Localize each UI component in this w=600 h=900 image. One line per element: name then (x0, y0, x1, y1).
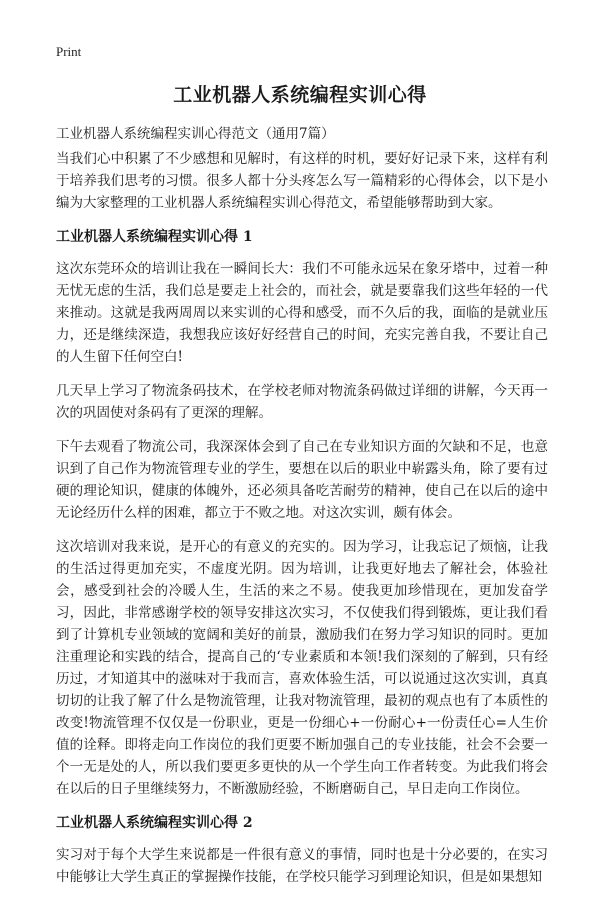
document-body (56, 148, 548, 900)
section-1-paragraph-3: 下午去观看了物流公司，我深深体会到了自己在专业知识方面的欠缺和不足，也意识到了自己作为物流管理专业的学生，要想在以后的职业中崭露头角，除了要有过硬的理论知识，健康的体魄外，还必须具备吃苦耐劳的精神，使自己在以后的途中无论经历什么样的困难，都立于不败之地。对这次实训，颇有体会。 (56, 439, 548, 521)
intro-paragraph: 当我们心中积累了不少感想和见解时，有这样的时机，要好好记录下来，这样有利于培养我们思考的习惯。很多人都十分头疼怎么写一篇精彩的心得体会，以下是小编为大家整理的工业机器人系统编程实训心得范文，希望能够帮助到大家。 (56, 151, 548, 211)
page-title: 工业机器人系统编程实训心得 (173, 84, 427, 106)
section-2-paragraph-1: 实习对于每个大学生来说都是一件很有意义的事情，同时也是十分必要的，在实习中能够让大学生真正的掌握操作技能，在学校只能学习到理论知识，但是如果想知 (56, 847, 548, 885)
section-1-paragraph-2: 几天早上学习了物流条码技术，在学校老师对物流条码做过详细的讲解，今天再一次的巩固使对条码有了更深的理解。 (56, 383, 548, 421)
document-subtitle: 工业机器人系统编程实训心得范文（通用7篇） (56, 126, 335, 142)
section-heading-2: 工业机器人系统编程实训心得 2 (56, 815, 253, 831)
section-heading-1: 工业机器人系统编程实训心得 1 (56, 229, 253, 245)
section-1-paragraph-1: 这次东莞环众的培训让我在一瞬间长大：我们不可能永远呆在象牙塔中，过着一种无忧无虑的生活，我们总是要走上社会的，而社会，就是要靠我们这些年轻的一代来推动。这就是我两周周以来实训的心得和感受，而不久后的我，面临的是就业压力，还是继续深造，我想我应该好好经营自己的时间，充实完善自我，不要让自己的人生留下任何空白! (56, 261, 548, 365)
section-1-paragraph-4: 这次培训对我来说，是开心的有意义的充实的。因为学习，让我忘记了烦恼，让我的生活过得更加充实，不虚度光阴。因为培训，让我更好地去了解社会，体验社会，感受到社会的冷暖人生，生活的来之不易。使我更加珍惜现在，更加发奋学习，因此，非常感谢学校的领导安排这次实习，不仅使我们得到锻炼，更让我们看到了计算机专业领域的宽阔和美好的前景，激励我们在努力学习知识的同时。更加注重理论和实践的结合，提高自己的‘专业素质和本领!我们深刻的了解到，只有经历过，才知道其中的滋味对于我而言，喜欢体验生活，可以说通过这次实训，真真切切的让我了解了什么是物流管理，让我对物流管理，最初的观点也有了本质性的改变!物流管理不仅仅是一份职业，更是一份细心+一份耐心+一份责任心=人生价值的诠释。即将走向工作岗位的我们更要不断加强自己的专业技能，社会不会要一个一无是处的人，所以我们要更多更快的从一个学生向工作者转变。为此我们将会在以后的日子里继续努力，不断激励经验，不断磨砺自己，早日走向工作岗位。 (56, 539, 548, 797)
print-link[interactable]: Print (56, 44, 82, 59)
